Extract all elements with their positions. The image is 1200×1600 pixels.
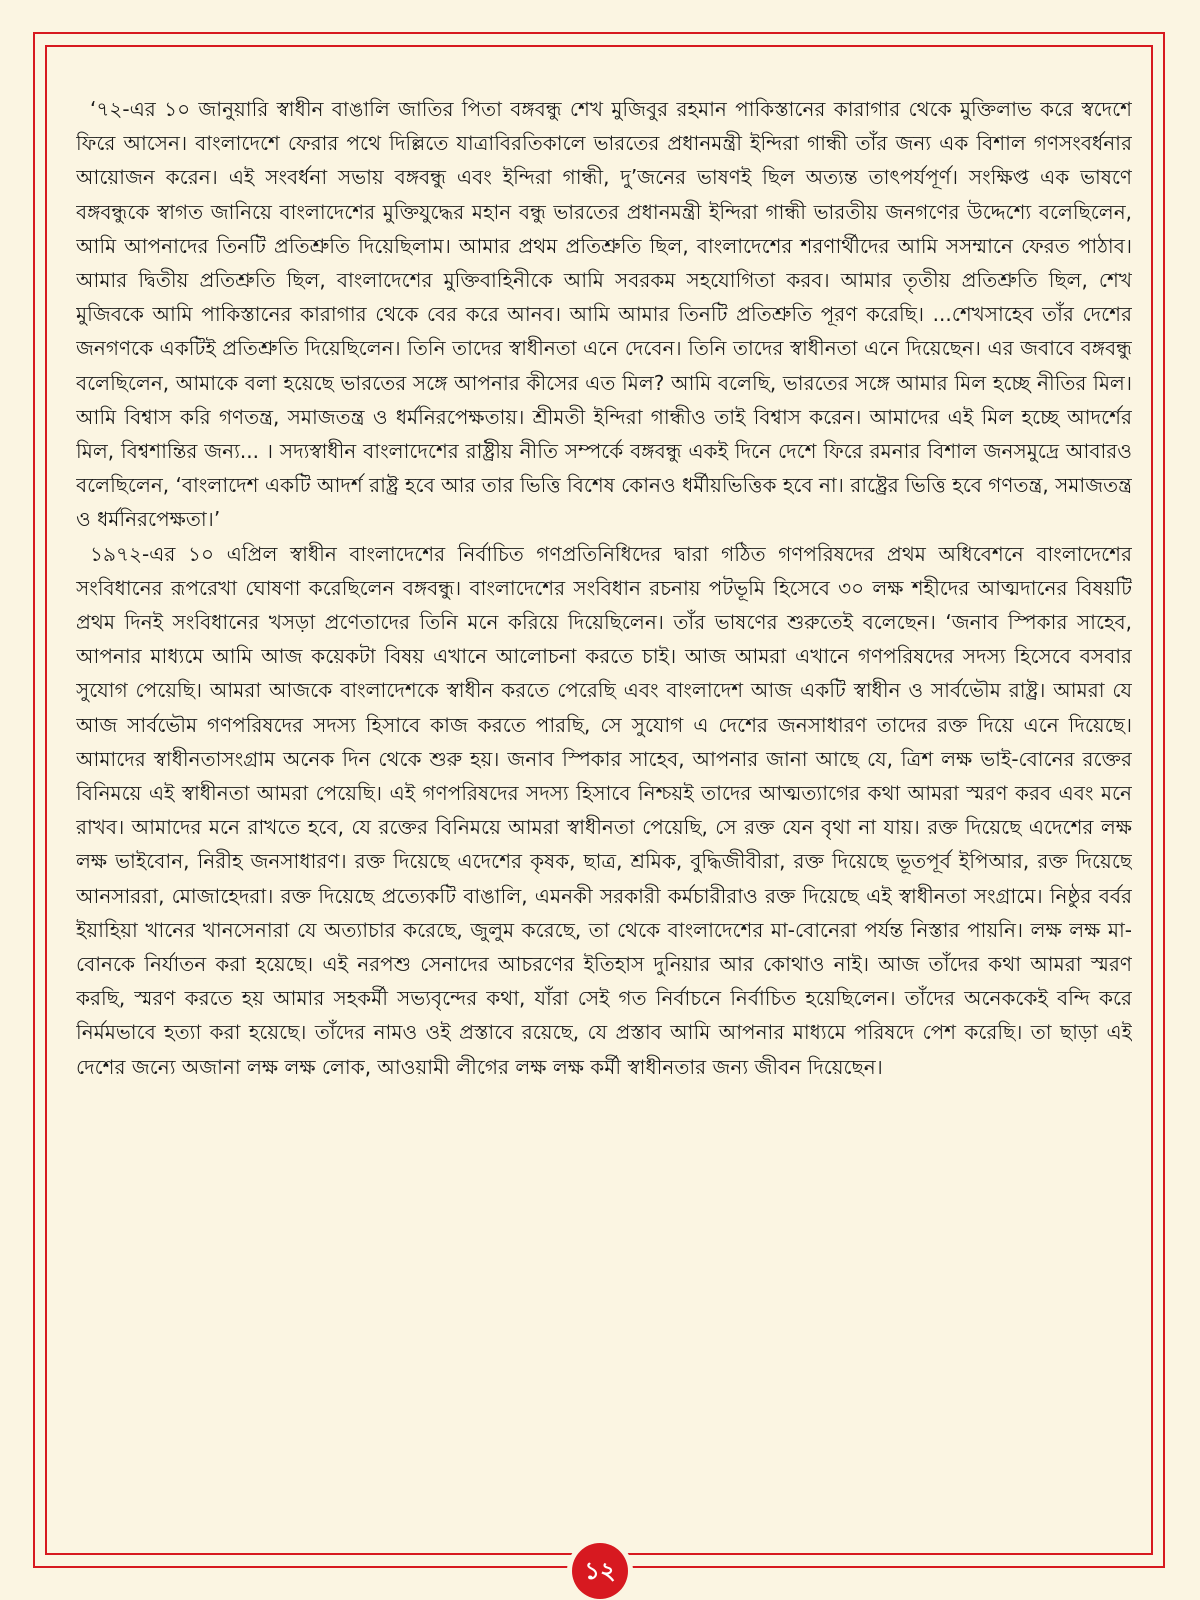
page-number: ১২ xyxy=(584,1557,616,1585)
paragraph-1: ‘৭২-এর ১০ জানুয়ারি স্বাধীন বাঙালি জাতির পিতা বঙ্গবন্ধু শেখ মুজিবুর রহমান পাকিস্তানের কারাগার থেকে মুক্তিলাভ করে স্বদেশে ফিরে আসেন। বাংলাদেশে ফেরার পথে দিল্লিতে যাত্রাবিরতিকালে ভারতের প্রধানমন্ত্রী ইন্দিরা গান্ধী তাঁর জন্য এক বিশাল গণসংবর্ধনার আয়োজন করেন। এই সংবর্ধনা সভায় বঙ্গবন্ধু এবং ইন্দিরা গান্ধী, দু’জনের ভাষণই ছিল অত্যন্ত তাৎপর্যপূর্ণ। সংক্ষিপ্ত এক ভাষণে বঙ্গবন্ধুকে স্বাগত জানিয়ে বাংলাদেশের মুক্তিযুদ্ধের মহান বন্ধু ভারতের প্রধানমন্ত্রী ইন্দিরা গান্ধী ভারতীয় জনগণের উদ্দেশ্যে বলেছিলেন, আমি আপনাদের তিনটি প্রতিশ্রুতি দিয়েছিলাম। আমার প্রথম প্রতিশ্রুতি ছিল, বাংলাদেশের শরণার্থীদের আমি সসম্মানে ফেরত পাঠাব। আমার দ্বিতীয় প্রতিশ্রুতি ছিল, বাংলাদেশের মুক্তিবাহিনীকে আমি সবরকম সহযোগিতা করব। আমার তৃতীয় প্রতিশ্রুতি ছিল, শেখ মুজিবকে আমি পাকিস্তানের কারাগার থেকে বের করে আনব। আমি আমার তিনটি প্রতিশ্রুতি পূরণ করেছি। ...শেখসাহেব তাঁর দেশের জনগণকে একটিই প্রতিশ্রুতি দিয়েছিলেন। তিনি তাদের স্বাধীনতা এনে দেবেন। তিনি তাদের স্বাধীনতা এনে দিয়েছেন। এর জবাবে বঙ্গবন্ধু বলেছিলেন, আমাকে বলা হয়েছে ভারতের সঙ্গে আপনার কীসের এত মিল? আমি বলেছি, ভারতের সঙ্গে আমার মিল হচ্ছে নীতির মিল। আমি বিশ্বাস করি গণতন্ত্র, সমাজতন্ত্র ও ধর্মনিরপেক্ষতায়। শ্রীমতী ইন্দিরা গান্ধীও তাই বিশ্বাস করেন। আমাদের এই মিল হচ্ছে আদর্শের মিল, বিশ্বশান্তির জন্য... । সদ্যস্বাধীন বাংলাদেশের রাষ্ট্রীয় নীতি সম্পর্কে বঙ্গবন্ধু একই দিনে দেশে ফিরে রমনার বিশাল জনসমুদ্রে আবারও বলেছিলেন, ‘বাংলাদেশ একটি আদর্শ রাষ্ট্র হবে আর তার ভিত্তি বিশেষ কোনও ধর্মীয়ভিত্তিক হবে না। রাষ্ট্রের ভিত্তি হবে গণতন্ত্র, সমাজতন্ত্র ও ধর্মনিরপেক্ষতা।’ xyxy=(76,97,1132,532)
body-text xyxy=(76,92,1132,1492)
paragraph-2: ১৯৭২-এর ১০ এপ্রিল স্বাধীন বাংলাদেশের নির্বাচিত গণপ্রতিনিধিদের দ্বারা গঠিত গণপরিষদের প্রথম অধিবেশনে বাংলাদেশের সংবিধানের রূপরেখা ঘোষণা করেছিলেন বঙ্গবন্ধু। বাংলাদেশের সংবিধান রচনায় পটভূমি হিসেবে ৩০ লক্ষ শহীদের আত্মদানের বিষয়টি প্রথম দিনই সংবিধানের খসড়া প্রণেতাদের তিনি মনে করিয়ে দিয়েছিলেন। তাঁর ভাষণের শুরুতেই বলেছেন। ‘জনাব স্পিকার সাহেব, আপনার মাধ্যমে আমি আজ কয়েকটা বিষয় এখানে আলোচনা করতে চাই। আজ আমরা এখানে গণপরিষদের সদস্য হিসেবে বসবার সুযোগ পেয়েছি। আমরা আজকে বাংলাদেশকে স্বাধীন করতে পেরেছি এবং বাংলাদেশ আজ একটি স্বাধীন ও সার্বভৌম রাষ্ট্র। আমরা যে আজ সার্বভৌম গণপরিষদের সদস্য হিসাবে কাজ করতে পারছি, সে সুযোগ এ দেশের জনসাধারণ তাদের রক্ত দিয়ে এনে দিয়েছে। আমাদের স্বাধীনতাসংগ্রাম অনেক দিন থেকে শুরু হয়। জনাব স্পিকার সাহেব, আপনার জানা আছে যে, ত্রিশ লক্ষ ভাই-বোনের রক্তের বিনিময়ে এই স্বাধীনতা আমরা পেয়েছি। এই গণপরিষদের সদস্য হিসাবে নিশ্চয়ই তাদের আত্মত্যাগের কথা আমরা স্মরণ করব এবং মনে রাখব। আমাদের মনে রাখতে হবে, যে রক্তের বিনিময়ে আমরা স্বাধীনতা পেয়েছি, সে রক্ত যেন বৃথা না যায়। রক্ত দিয়েছে এদেশের লক্ষ লক্ষ ভাইবোন, নিরীহ জনসাধারণ। রক্ত দিয়েছে এদেশের কৃষক, ছাত্র, শ্রমিক, বুদ্ধিজীবীরা, রক্ত দিয়েছে ভূতপূর্ব ইপিআর, রক্ত দিয়েছে আনসাররা, মোজাহেদরা। রক্ত দিয়েছে প্রত্যেকটি বাঙালি, এমনকী সরকারী কর্মচারীরাও রক্ত দিয়েছে এই স্বাধীনতা সংগ্রামে। নিষ্ঠুর বর্বর ইয়াহিয়া খানের খানসেনারা যে অত্যাচার করেছে, জুলুম করেছে, তা থেকে বাংলাদেশের মা-বোনেরা পর্যন্ত নিস্তার পায়নি। লক্ষ লক্ষ মা-বোনকে নির্যাতন করা হয়েছে। এই নরপশু সেনাদের আচরণের ইতিহাস দুনিয়ার আর কোথাও নাই। আজ তাঁদের কথা আমরা স্মরণ করছি, স্মরণ করতে হয় আমার সহকর্মী সভ্যবৃন্দের কথা, যাঁরা সেই গত নির্বাচনে নির্বাচিত হয়েছিলেন। তাঁদের অনেককেই বন্দি করে নির্মমভাবে হত্যা করা হয়েছে। তাঁদের নামও ওই প্রস্তাবে রয়েছে, যে প্রস্তাব আমি আপনার মাধ্যমে পরিষদে পেশ করেছি। তা ছাড়া এই দেশের জন্যে অজানা লক্ষ লক্ষ লোক, আওয়ামী লীগের লক্ষ লক্ষ কর্মী স্বাধীনতার জন্য জীবন দিয়েছেন। xyxy=(76,541,1132,1079)
page-number-badge xyxy=(572,1543,628,1599)
